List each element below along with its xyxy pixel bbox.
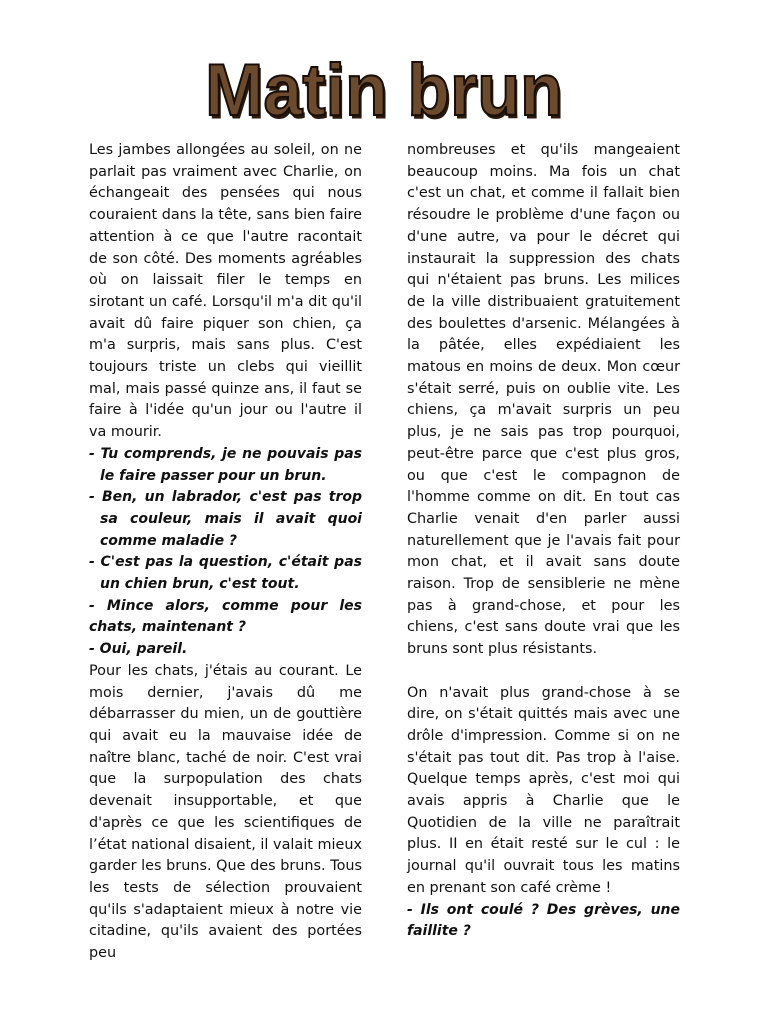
dialogue-line: - Ils ont coulé ? Des grèves, une faillite ? [407,901,680,940]
right-column [407,140,680,943]
dialogue-line: - Oui, pareil. [89,641,188,658]
dialogue-line: - Ben, un labrador, c'est pas trop sa couleur, mais il avait quoi comme maladie ? [89,489,362,549]
paragraph: nombreuses et qu'ils mangeaient beaucoup moins. Ma fois un chat c'est un chat, et comme il fallait bien résoudre le problème d'une façon ou d'une autre, va pour le décret qui instaurait la suppression des chats qui n'étaient pas bruns. Les milices de la ville distribuaient gratuitement des boulettes d'arsenic. Mélangées à la pâtée, elles expédiaient les matous en moins de deux. Mon cœur s'était serré, puis on oublie vite. Les chiens, ça m'avait surpris un peu plus, je ne sais pas trop pourquoi, peut-être parce que c'est plus gros, ou que c'est le compagnon de l'homme comme on dit. En tout cas Charlie venait d'en parler aussi naturellement que je l'avais fait pour mon chat, et il avait sans doute raison. Trop de sensiblerie ne mène pas à grand-chose, et pour les chiens, c'est sans doute vrai que les bruns sont plus résistants. [407,142,680,658]
left-column [89,140,362,965]
paragraph: On n'avait plus grand-chose à se dire, on s'était quittés mais avec une drôle d'impression. Comme si on ne s'était pas tout dit. Pas trop à l'aise. Quelque temps après, c'est moi qui avais appris à Charlie que le Quotidien de la ville ne paraîtrait plus. II en était resté sur le cul : le journal qu'il ouvrait tous les matins en prenant son café crème ! [407,684,680,896]
paragraph: Les jambes allongées au soleil, on ne parlait pas vraiment avec Charlie, on échangeait des pensées qui nous couraient dans la tête, sans bien faire attention à ce que l'autre racontait de son côté. Des moments agréables où on laissait filer le temps en sirotant un café. Lorsqu'il m'a dit qu'il avait dû faire piquer son chien, ça m'a surpris, mais sans plus. C'est toujours triste un clebs qui vieillit mal, mais passé quinze ans, il faut se faire à l'idée qu'un jour ou l'autre il va mourir. [89,142,362,441]
dialogue-line: - Mince alors, comme pour les chats, maintenant ? [89,597,362,636]
dialogue-line: - C'est pas la question, c'était pas un chien brun, c'est tout. [89,554,362,593]
dialogue-line: - Tu comprends, je ne pouvais pas le faire passer pour un brun. [89,445,362,484]
page-title: Matin brun [205,49,563,131]
paragraph: Pour les chats, j'étais au courant. Le mois dernier, j'avais dû me débarrasser du mien, un de gouttière qui avait eu la mauvaise idée de naître blanc, taché de noir. C'est vrai que la surpopulation des chats devenait insupportable, et que d'après ce que les scientifiques de l’état national disaient, il valait mieux garder les bruns. Que des bruns. Tous les tests de sélection prouvaient qu'ils s'adaptaient mieux à notre vie citadine, qu'ils avaient des portées peu [89,662,362,962]
paragraph-spacer [407,661,680,683]
